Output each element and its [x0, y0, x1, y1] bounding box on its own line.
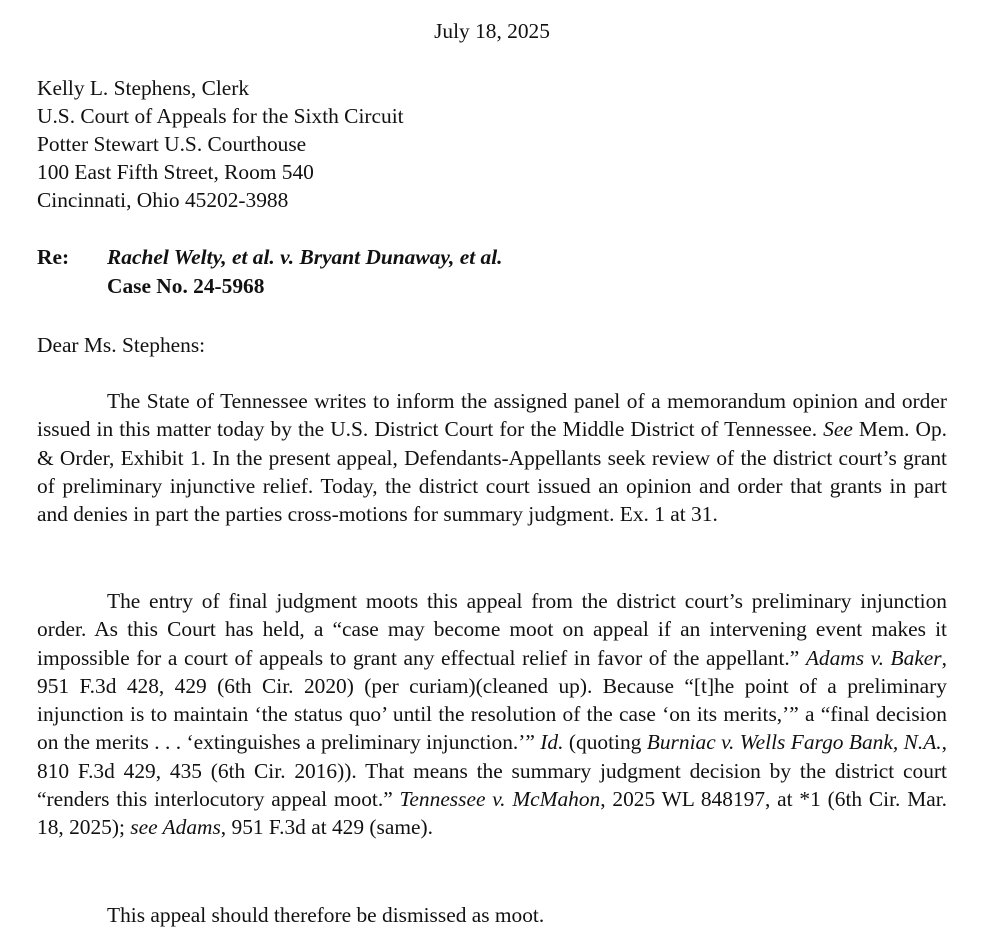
salutation: Dear Ms. Stephens:: [37, 333, 206, 357]
address-line: U.S. Court of Appeals for the Sixth Circuit: [37, 104, 404, 128]
p1-text-a: The State of Tennessee writes to inform the assigned panel of a memorandum opinion and order issued in this matter today by the U.S. District Court for the Middle District of Tennessee.: [37, 389, 947, 442]
re-label: Re:: [37, 245, 70, 269]
p1-citation-see: See: [823, 417, 853, 442]
p2-text-e: , 2025 WL 848197, at *1 (6th Cir. Mar. 18, 2025);: [37, 787, 947, 840]
p2-text-a: The entry of final judgment moots this appeal from the district court’s preliminary injunction order. As this Court has held, a “case may become moot on appeal if an intervening event makes it impossible for a court of appeals to grant any effectual relief in favor of the appellant.”: [37, 589, 947, 670]
p2-text-f: , 951 F.3d at 429 (same).: [220, 815, 433, 840]
paragraph-1: [37, 387, 947, 528]
p2-citation-id: Id.: [540, 730, 564, 755]
case-caption: Rachel Welty, et al. v. Bryant Dunaway, et al.: [107, 245, 503, 269]
p2-text-b: , 951 F.3d 428, 429 (6th Cir. 2020) (per curiam)(cleaned up). Because “[t]he point of a preliminary injunction is to maintain ‘the status quo’ until the resolution of the case ‘on its merits,’” a “final decision on the merits . . . ‘extinguishes a preliminary injunction.’”: [37, 645, 947, 755]
p2-text-d: , 810 F.3d 429, 435 (6th Cir. 2016)). That means the summary judgment decision by the district court “renders this interlocutory appeal moot.”: [37, 730, 947, 812]
address-line: Potter Stewart U.S. Courthouse: [37, 132, 307, 156]
p2-citation-adams: Adams v. Baker: [805, 645, 942, 670]
recipient-address: [37, 74, 404, 214]
paragraph-3: This appeal should therefore be dismissed as moot.: [107, 903, 545, 927]
paragraph-2: [37, 587, 947, 842]
address-line: Kelly L. Stephens, Clerk: [37, 76, 250, 100]
case-number: Case No. 24-5968: [107, 274, 265, 298]
letter-date: July 18, 2025: [434, 19, 550, 43]
p2-citation-burniac: Burniac v. Wells Fargo Bank, N.A.: [646, 730, 942, 755]
address-line: 100 East Fifth Street, Room 540: [37, 160, 314, 184]
p2-citation-see-adams: see Adams: [130, 815, 221, 840]
p2-citation-mcmahon: Tennessee v. McMahon: [399, 787, 601, 812]
address-line: Cincinnati, Ohio 45202-3988: [37, 188, 289, 212]
p2-text-c: (quoting: [563, 730, 647, 755]
p1-text-b: Mem. Op. & Order, Exhibit 1. In the present appeal, Defendants-Appellants seek review of the district court’s grant of preliminary injunctive relief. Today, the district court issued an opinion and order that grants in part and denies in part the parties cross-motions for summary judgment. Ex. 1 at 31.: [37, 417, 947, 527]
